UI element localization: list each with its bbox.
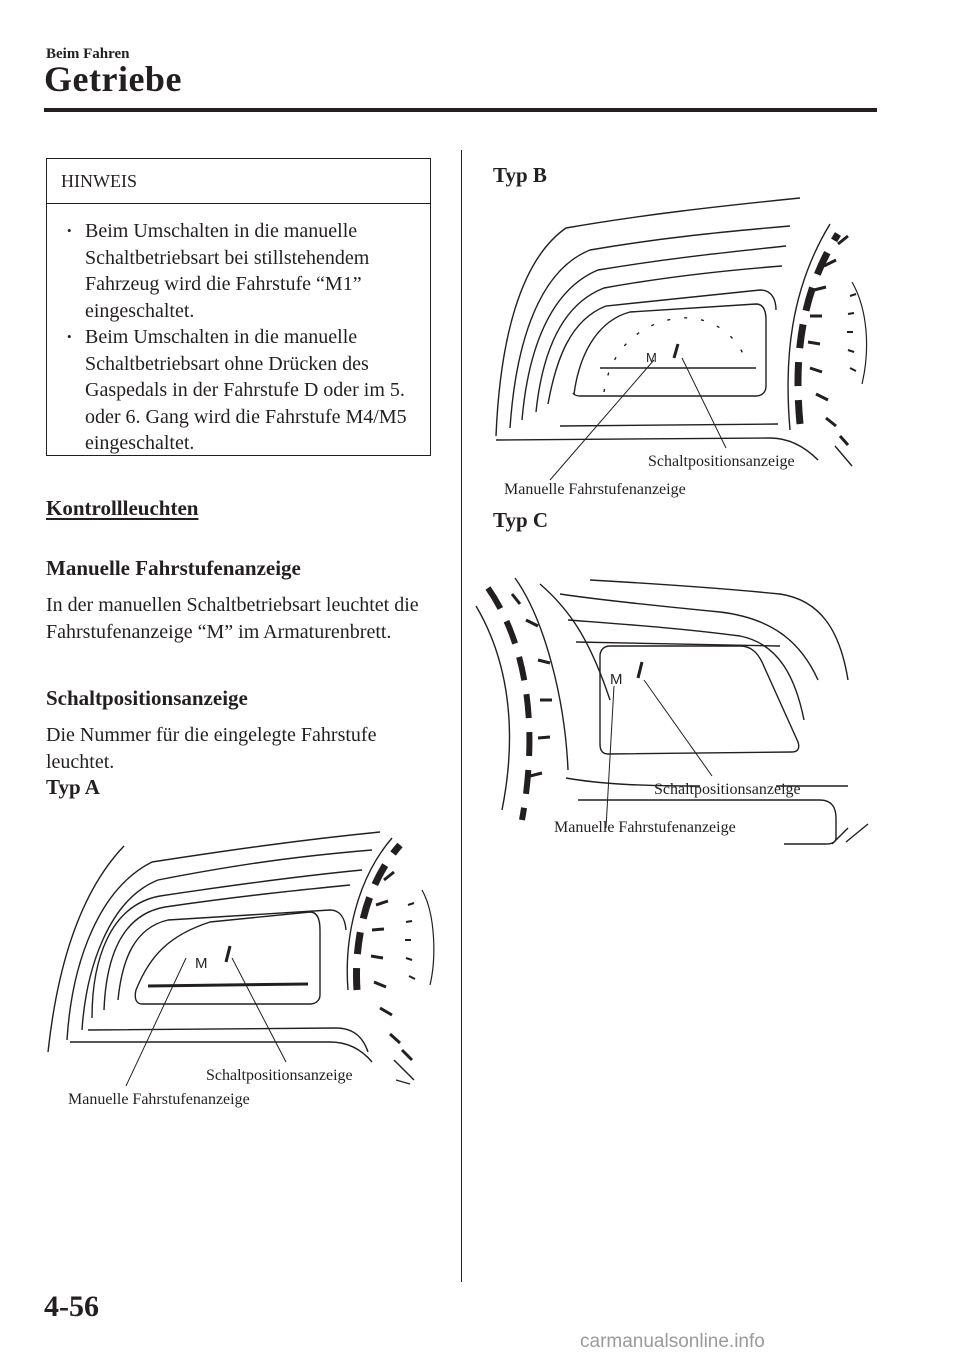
watermark: carmanualsonline.info bbox=[580, 1331, 765, 1352]
typ-b-label: Typ B bbox=[493, 163, 547, 187]
typ-c-label: Typ C bbox=[493, 508, 549, 532]
label-manual-indicator-b: Manuelle Fahrstufenanzeige bbox=[504, 481, 686, 498]
chapter-title: Getriebe bbox=[44, 59, 182, 99]
manual-indicator-glyph: M bbox=[195, 955, 208, 972]
page-number: 4-56 bbox=[44, 1290, 99, 1323]
note-item: • Beim Umschalten in die manuelle Schaltbetriebsart ohne Drücken des Gaspedals in der Fahrstufe D oder im 5. oder 6. Gang wird die Fahrstufe M4/M5 eingeschaltet. bbox=[85, 324, 420, 457]
manual-indicator-glyph: M bbox=[646, 350, 657, 365]
paragraph-shift-indicator: Die Nummer für die eingelegte Fahrstufe leuchtet. bbox=[46, 724, 377, 773]
subheading-shift-indicator: Schaltpositionsanzeige bbox=[46, 686, 248, 710]
label-manual-indicator-a: Manuelle Fahrstufenanzeige bbox=[68, 1091, 250, 1108]
section-label: Beim Fahren bbox=[46, 46, 130, 62]
paragraph-manual-indicator: In der manuellen Schaltbetriebsart leuchtet die Fahrstufenanzeige “M” im Armaturenbrett. bbox=[46, 594, 419, 643]
section-heading: Kontrollleuchten bbox=[46, 496, 199, 520]
label-manual-indicator-c: Manuelle Fahrstufenanzeige bbox=[554, 819, 736, 836]
note-heading: HINWEIS bbox=[47, 159, 430, 204]
typ-a-label: Typ A bbox=[46, 775, 100, 799]
label-shift-position-c: Schaltpositionsanzeige bbox=[654, 781, 801, 798]
note-item: • Beim Umschalten in die manuelle Schaltbetriebsart bei stillstehendem Fahrzeug wird die Fahrstufe “M1” eingeschaltet. bbox=[85, 218, 420, 324]
manual-indicator-glyph: M bbox=[610, 671, 623, 688]
label-shift-position-a: Schaltpositionsanzeige bbox=[206, 1067, 353, 1084]
label-shift-position-b: Schaltpositionsanzeige bbox=[648, 453, 795, 470]
subheading-manual-indicator: Manuelle Fahrstufenanzeige bbox=[46, 556, 301, 580]
